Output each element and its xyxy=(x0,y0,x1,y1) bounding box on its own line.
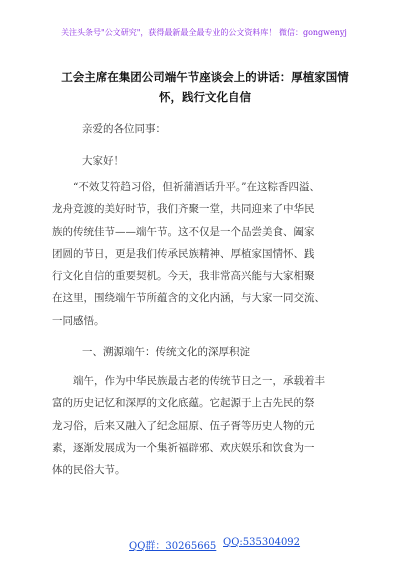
document-title xyxy=(52,67,358,107)
text-line: 一同感悟。 xyxy=(52,314,105,327)
title-line: 怀，践行文化自信 xyxy=(159,90,251,104)
header-banner: 关注头条号"公文研究"，获得最新最全最专业的公文资料库！ 微信：gongwenyj xyxy=(61,28,347,37)
text-line: 端午，作为中华民族最古老的传统节日之一，承载着丰 xyxy=(73,375,325,387)
qq-group-link[interactable]: QQ群：30265665 xyxy=(129,541,217,552)
title-line: 工会主席在集团公司端午节座谈会上的讲话：厚植家国情 xyxy=(61,70,349,84)
qq-contact-link[interactable]: QQ:535304092 xyxy=(223,537,301,548)
greeting: 大家好！ xyxy=(82,155,124,167)
text-line: 龙舟竞渡的美好时节，我们齐聚一堂，共同迎来了中华民 xyxy=(52,203,315,216)
text-line: 在这里，围绕端午节所蕴含的文化内涵，与大家一同交流、 xyxy=(52,292,325,305)
text-line: 体的民俗大节。 xyxy=(52,464,126,477)
text-line: 团圆的节日，更是我们传承民族精神、厚植家国情怀、践 xyxy=(52,247,315,260)
section-heading: 一、溯源端午：传统文化的深厚积淀 xyxy=(82,346,250,358)
paragraph-intro xyxy=(52,176,360,332)
text-line: 素，逐渐发展成为一个集祈福辟邪、欢庆娱乐和饮食为一 xyxy=(52,441,315,454)
text-line: 富的历史记忆和深厚的文化底蕴。它起源于上古先民的祭 xyxy=(52,397,315,410)
salutation: 亲爱的各位同事： xyxy=(82,123,166,135)
text-line: 龙习俗，后来又融入了纪念屈原、伍子胥等历史人物的元 xyxy=(52,419,315,432)
text-line: “不效艾符趋习俗，但祈蒲酒话升平。”在这粽香四溢、 xyxy=(73,181,320,193)
text-line: 行文化自信的重要契机。今天，我非常高兴能与大家相聚 xyxy=(52,270,315,283)
text-line: 族的传统佳节——端午节。这不仅是一个品尝美食、阖家 xyxy=(52,225,315,238)
paragraph-section1 xyxy=(52,370,360,481)
